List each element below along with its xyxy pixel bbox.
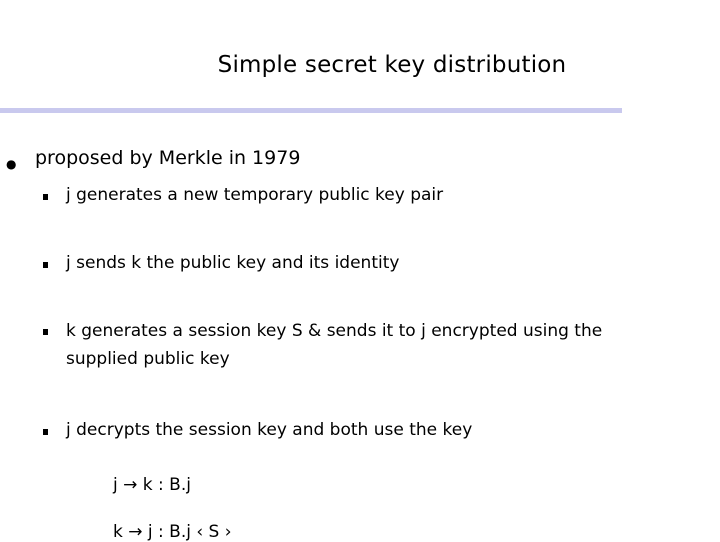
square-bullet-icon [43,262,48,268]
square-bullet-icon [43,329,48,335]
subbullet-text: j sends k the public key and its identity [66,253,400,273]
protocol-step-formula: k → j : B.j ‹ S › [113,522,232,542]
square-bullet-icon [43,194,48,200]
subbullet-text: j decrypts the session key and both use the key [66,420,473,440]
bullet-text: proposed by Merkle in 1979 [35,147,301,169]
slide-title: Simple secret key distribution [217,52,567,78]
title-divider [0,108,622,113]
bullet-dot-icon: ● [6,157,17,171]
subbullet-text: j generates a new temporary public key pair [66,185,444,205]
protocol-step-formula: j → k : B.j [113,475,191,495]
square-bullet-icon [43,429,48,435]
subbullet-text-continuation: supplied public key [66,349,230,369]
subbullet-text: k generates a session key S & sends it to j encrypted using the [66,321,603,341]
